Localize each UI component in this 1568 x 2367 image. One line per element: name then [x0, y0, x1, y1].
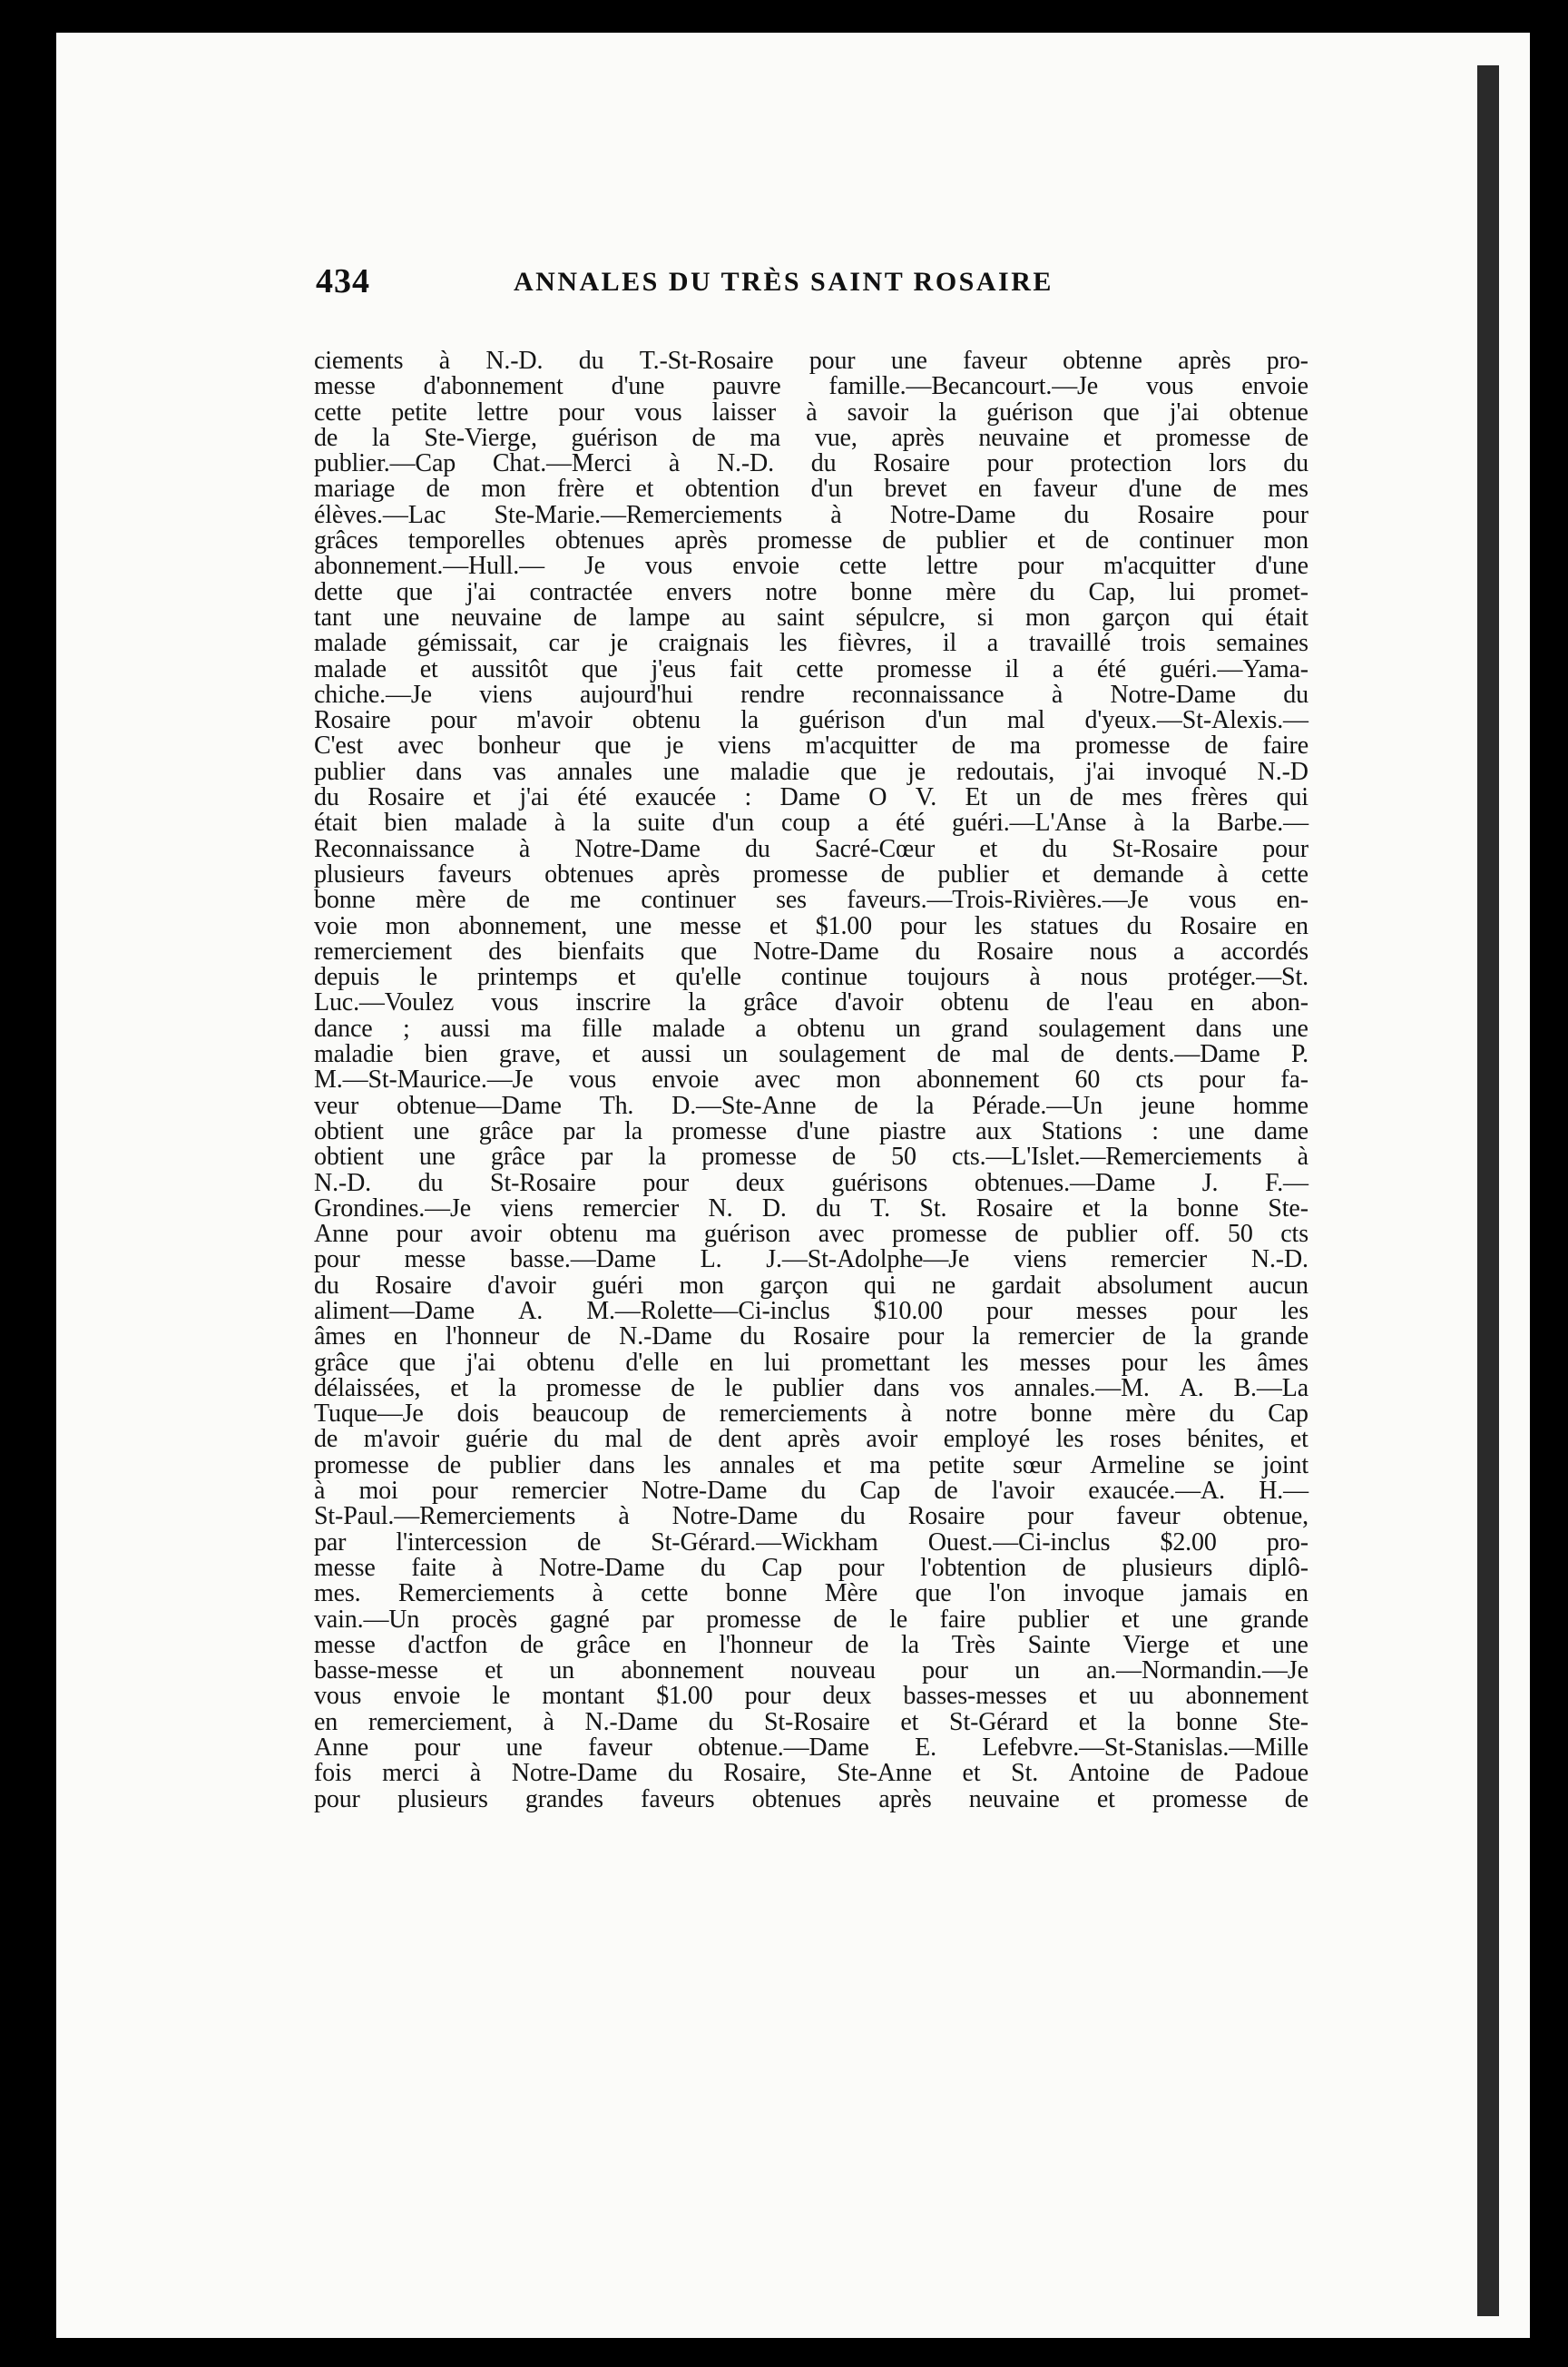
- text-line: vous envoie le montant $1.00 pour deux basses-messes et uu abonnement: [314, 1682, 1308, 1711]
- text-line: promesse de publier dans les annales et ma petite sœur Armeline se joint: [314, 1450, 1308, 1479]
- text-line: pour messe basse.—Dame L. J.—St-Adolphe—Je viens remercier N.-D.: [314, 1245, 1308, 1274]
- text-line: bonne mère de me continuer ses faveurs.—Trois-Rivières.—Je vous en-: [314, 886, 1308, 915]
- page-number: 434: [316, 262, 370, 300]
- text-line: de la Ste-Vierge, guérison de ma vue, après neuvaine et promesse de: [314, 423, 1308, 452]
- text-line: du Rosaire d'avoir guéri mon garçon qui ne gardait absolument aucun: [314, 1271, 1308, 1300]
- text-line: voie mon abonnement, une messe et $1.00 pour les statues du Rosaire en: [314, 911, 1308, 940]
- text-line: en remerciement, à N.-Dame du St-Rosaire et St-Gérard et la bonne Ste-: [314, 1707, 1308, 1736]
- text-line: du Rosaire et j'ai été exaucée : Dame O V. Et un de mes frères qui: [314, 783, 1308, 812]
- page-edge-shadow: [1477, 65, 1499, 2316]
- running-head: ANNALES DU TRÈS SAINT ROSAIRE: [514, 267, 1054, 297]
- text-line: de m'avoir guérie du mal de dent après avoir employé les roses bénites, et: [314, 1425, 1308, 1454]
- text-line: M.—St-Maurice.—Je vous envoie avec mon abonnement 60 cts pour fa-: [314, 1066, 1308, 1095]
- text-line: cette petite lettre pour vous laisser à savoir la guérison que j'ai obtenue: [314, 398, 1308, 427]
- text-line: Luc.—Voulez vous inscrire la grâce d'avoir obtenu de l'eau en abon-: [314, 988, 1308, 1017]
- text-line: élèves.—Lac Ste-Marie.—Remerciements à Notre-Dame du Rosaire pour: [314, 500, 1308, 529]
- text-line: mes. Remerciements à cette bonne Mère que l'on invoque jamais en: [314, 1579, 1308, 1608]
- text-line: depuis le printemps et qu'elle continue toujours à nous protéger.—St.: [314, 963, 1308, 992]
- text-line: messe faite à Notre-Dame du Cap pour l'obtention de plusieurs diplô-: [314, 1553, 1308, 1582]
- text-line: par l'intercession de St-Gérard.—Wickham Ouest.—Ci-inclus $2.00 pro-: [314, 1527, 1308, 1557]
- text-line: dette que j'ai contractée envers notre bonne mère du Cap, lui promet-: [314, 577, 1308, 606]
- text-line: à moi pour remercier Notre-Dame du Cap de l'avoir exaucée.—A. H.—: [314, 1477, 1308, 1506]
- text-line: messe d'abonnement d'une pauvre famille.—Becancourt.—Je vous envoie: [314, 372, 1308, 401]
- text-line: malade gémissait, car je craignais les fièvres, il a travaillé trois semaines: [314, 629, 1308, 658]
- text-line: St-Paul.—Remerciements à Notre-Dame du Rosaire pour faveur obtenue,: [314, 1502, 1308, 1531]
- text-line: Rosaire pour m'avoir obtenu la guérison d'un mal d'yeux.—St-Alexis.—: [314, 706, 1308, 735]
- text-line: messe d'actfon de grâce en l'honneur de la Très Sainte Vierge et une: [314, 1630, 1308, 1659]
- text-line: âmes en l'honneur de N.-Dame du Rosaire pour la remercier de la grande: [314, 1322, 1308, 1351]
- text-line: Anne pour avoir obtenu ma guérison avec promesse de publier off. 50 cts: [314, 1220, 1308, 1249]
- text-line: vain.—Un procès gagné par promesse de le faire publier et une grande: [314, 1605, 1308, 1634]
- text-line: ciements à N.-D. du T.-St-Rosaire pour une faveur obtenne après pro-: [314, 347, 1308, 375]
- text-line: plusieurs faveurs obtenues après promesse de publier et demande à cette: [314, 859, 1308, 889]
- text-line: délaissées, et la promesse de le publier dans vos annales.—M. A. B.—La: [314, 1373, 1308, 1402]
- text-line: Grondines.—Je viens remercier N. D. du T. St. Rosaire et la bonne Ste-: [314, 1193, 1308, 1223]
- text-line: publier dans vas annales une maladie que je redoutais, j'ai invoqué N.-D: [314, 757, 1308, 786]
- text-line: grâce que j'ai obtenu d'elle en lui promettant les messes pour les âmes: [314, 1348, 1308, 1377]
- text-line: fois merci à Notre-Dame du Rosaire, Ste-Anne et St. Antoine de Padoue: [314, 1759, 1308, 1788]
- page-header: [316, 261, 1289, 307]
- text-line: Anne pour une faveur obtenue.—Dame E. Lefebvre.—St-Stanislas.—Mille: [314, 1734, 1308, 1763]
- text-line: C'est avec bonheur que je viens m'acquitter de ma promesse de faire: [314, 732, 1308, 761]
- text-line: mariage de mon frère et obtention d'un brevet en faveur d'une de mes: [314, 475, 1308, 504]
- text-line: maladie bien grave, et aussi un soulagement de mal de dents.—Dame P.: [314, 1040, 1308, 1069]
- text-line: publier.—Cap Chat.—Merci à N.-D. du Rosaire pour protection lors du: [314, 449, 1308, 478]
- text-line: veur obtenue—Dame Th. D.—Ste-Anne de la Pérade.—Un jeune homme: [314, 1091, 1308, 1120]
- text-line: grâces temporelles obtenues après promesse de publier et de continuer mon: [314, 526, 1308, 555]
- text-line: obtient une grâce par la promesse de 50 cts.—L'Islet.—Remerciements à: [314, 1143, 1308, 1172]
- text-line: Tuque—Je dois beaucoup de remerciements à notre bonne mère du Cap: [314, 1400, 1308, 1429]
- text-line: N.-D. du St-Rosaire pour deux guérisons obtenues.—Dame J. F.—: [314, 1168, 1308, 1197]
- text-line: était bien malade à la suite d'un coup a été guéri.—L'Anse à la Barbe.—: [314, 809, 1308, 838]
- text-line: tant une neuvaine de lampe au saint sépulcre, si mon garçon qui était: [314, 603, 1308, 632]
- text-line: basse-messe et un abonnement nouveau pour un an.—Normandin.—Je: [314, 1656, 1308, 1685]
- text-line: abonnement.—Hull.— Je vous envoie cette lettre pour m'acquitter d'une: [314, 552, 1308, 581]
- text-line: malade et aussitôt que j'eus fait cette promesse il a été guéri.—Yama-: [314, 654, 1308, 683]
- body-text: [314, 349, 1308, 1812]
- text-line: remerciement des bienfaits que Notre-Dame du Rosaire nous a accordés: [314, 937, 1308, 966]
- text-line: dance ; aussi ma fille malade a obtenu un grand soulagement dans une: [314, 1014, 1308, 1043]
- text-line: aliment—Dame A. M.—Rolette—Ci-inclus $10.00 pour messes pour les: [314, 1296, 1308, 1325]
- text-line: Reconnaissance à Notre-Dame du Sacré-Cœur et du St-Rosaire pour: [314, 834, 1308, 863]
- text-line: obtient une grâce par la promesse d'une piastre aux Stations : une dame: [314, 1116, 1308, 1145]
- text-line: chiche.—Je viens aujourd'hui rendre reconnaissance à Notre-Dame du: [314, 680, 1308, 709]
- text-line: pour plusieurs grandes faveurs obtenues après neuvaine et promesse de: [314, 1784, 1308, 1813]
